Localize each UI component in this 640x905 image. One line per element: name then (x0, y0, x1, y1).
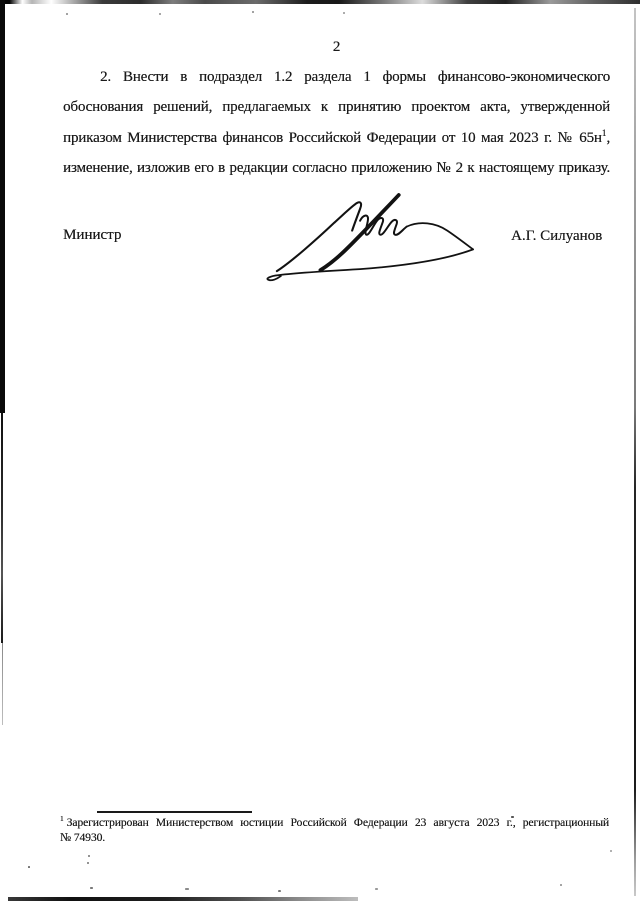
footnote-separator (97, 811, 252, 813)
scan-speck (66, 13, 68, 15)
scan-speck (343, 12, 345, 14)
page-number: 2 (332, 39, 341, 55)
paragraph-line-1: 2. Внести в подраздел 1.2 раздела 1 формы финансово-экономического (100, 69, 610, 85)
footnote-text-line-1 (60, 816, 609, 831)
scan-artifact-right-edge (634, 8, 636, 896)
scan-speck (90, 887, 93, 889)
paragraph-line-3-text: приказом Министерства финансов Российской Федерации от 10 мая 2023 г. № 65н (63, 129, 602, 146)
scan-speck (560, 884, 562, 886)
scan-speck (375, 888, 378, 890)
scan-artifact-left-edge (0, 0, 5, 413)
scan-artifact-left-edge-faint (2, 643, 4, 725)
scan-speck (159, 13, 161, 15)
scan-speck (278, 890, 281, 892)
scan-speck (252, 11, 254, 13)
paragraph-line-3-tail: , (606, 129, 610, 146)
paragraph-line-3 (63, 123, 610, 153)
scan-artifact-left-edge-mid (1, 413, 3, 643)
scan-artifact-top-edge (0, 0, 640, 4)
footnote-reference-superscript: 1 (601, 128, 607, 139)
footnote-text-line-2: № 74930. (60, 830, 106, 844)
scan-speck (88, 855, 90, 857)
minister-title: Министр (63, 227, 122, 243)
paragraph-line-2: обоснования решений, предлагаемых к принятию проектом акта, утвержденной (63, 99, 610, 116)
scan-speck (610, 850, 612, 852)
footnote-marker: 1 (60, 815, 64, 824)
signature-icon (261, 193, 479, 282)
footnote-text: Зарегистрирован Министерством юстиции Российской Федерации 23 августа 2023 г., регистрационный (66, 816, 609, 829)
paragraph-line-4: изменение, изложив его в редакции согласно приложению № 2 к настоящему приказу. (63, 159, 610, 176)
minister-name: А.Г. Силуанов (511, 228, 603, 244)
scan-speck (28, 866, 30, 868)
scan-speck (87, 862, 89, 864)
order-paragraph (63, 62, 610, 183)
scan-artifact-bottom-edge (8, 897, 358, 901)
footnote (60, 816, 609, 845)
scan-speck (185, 888, 189, 890)
